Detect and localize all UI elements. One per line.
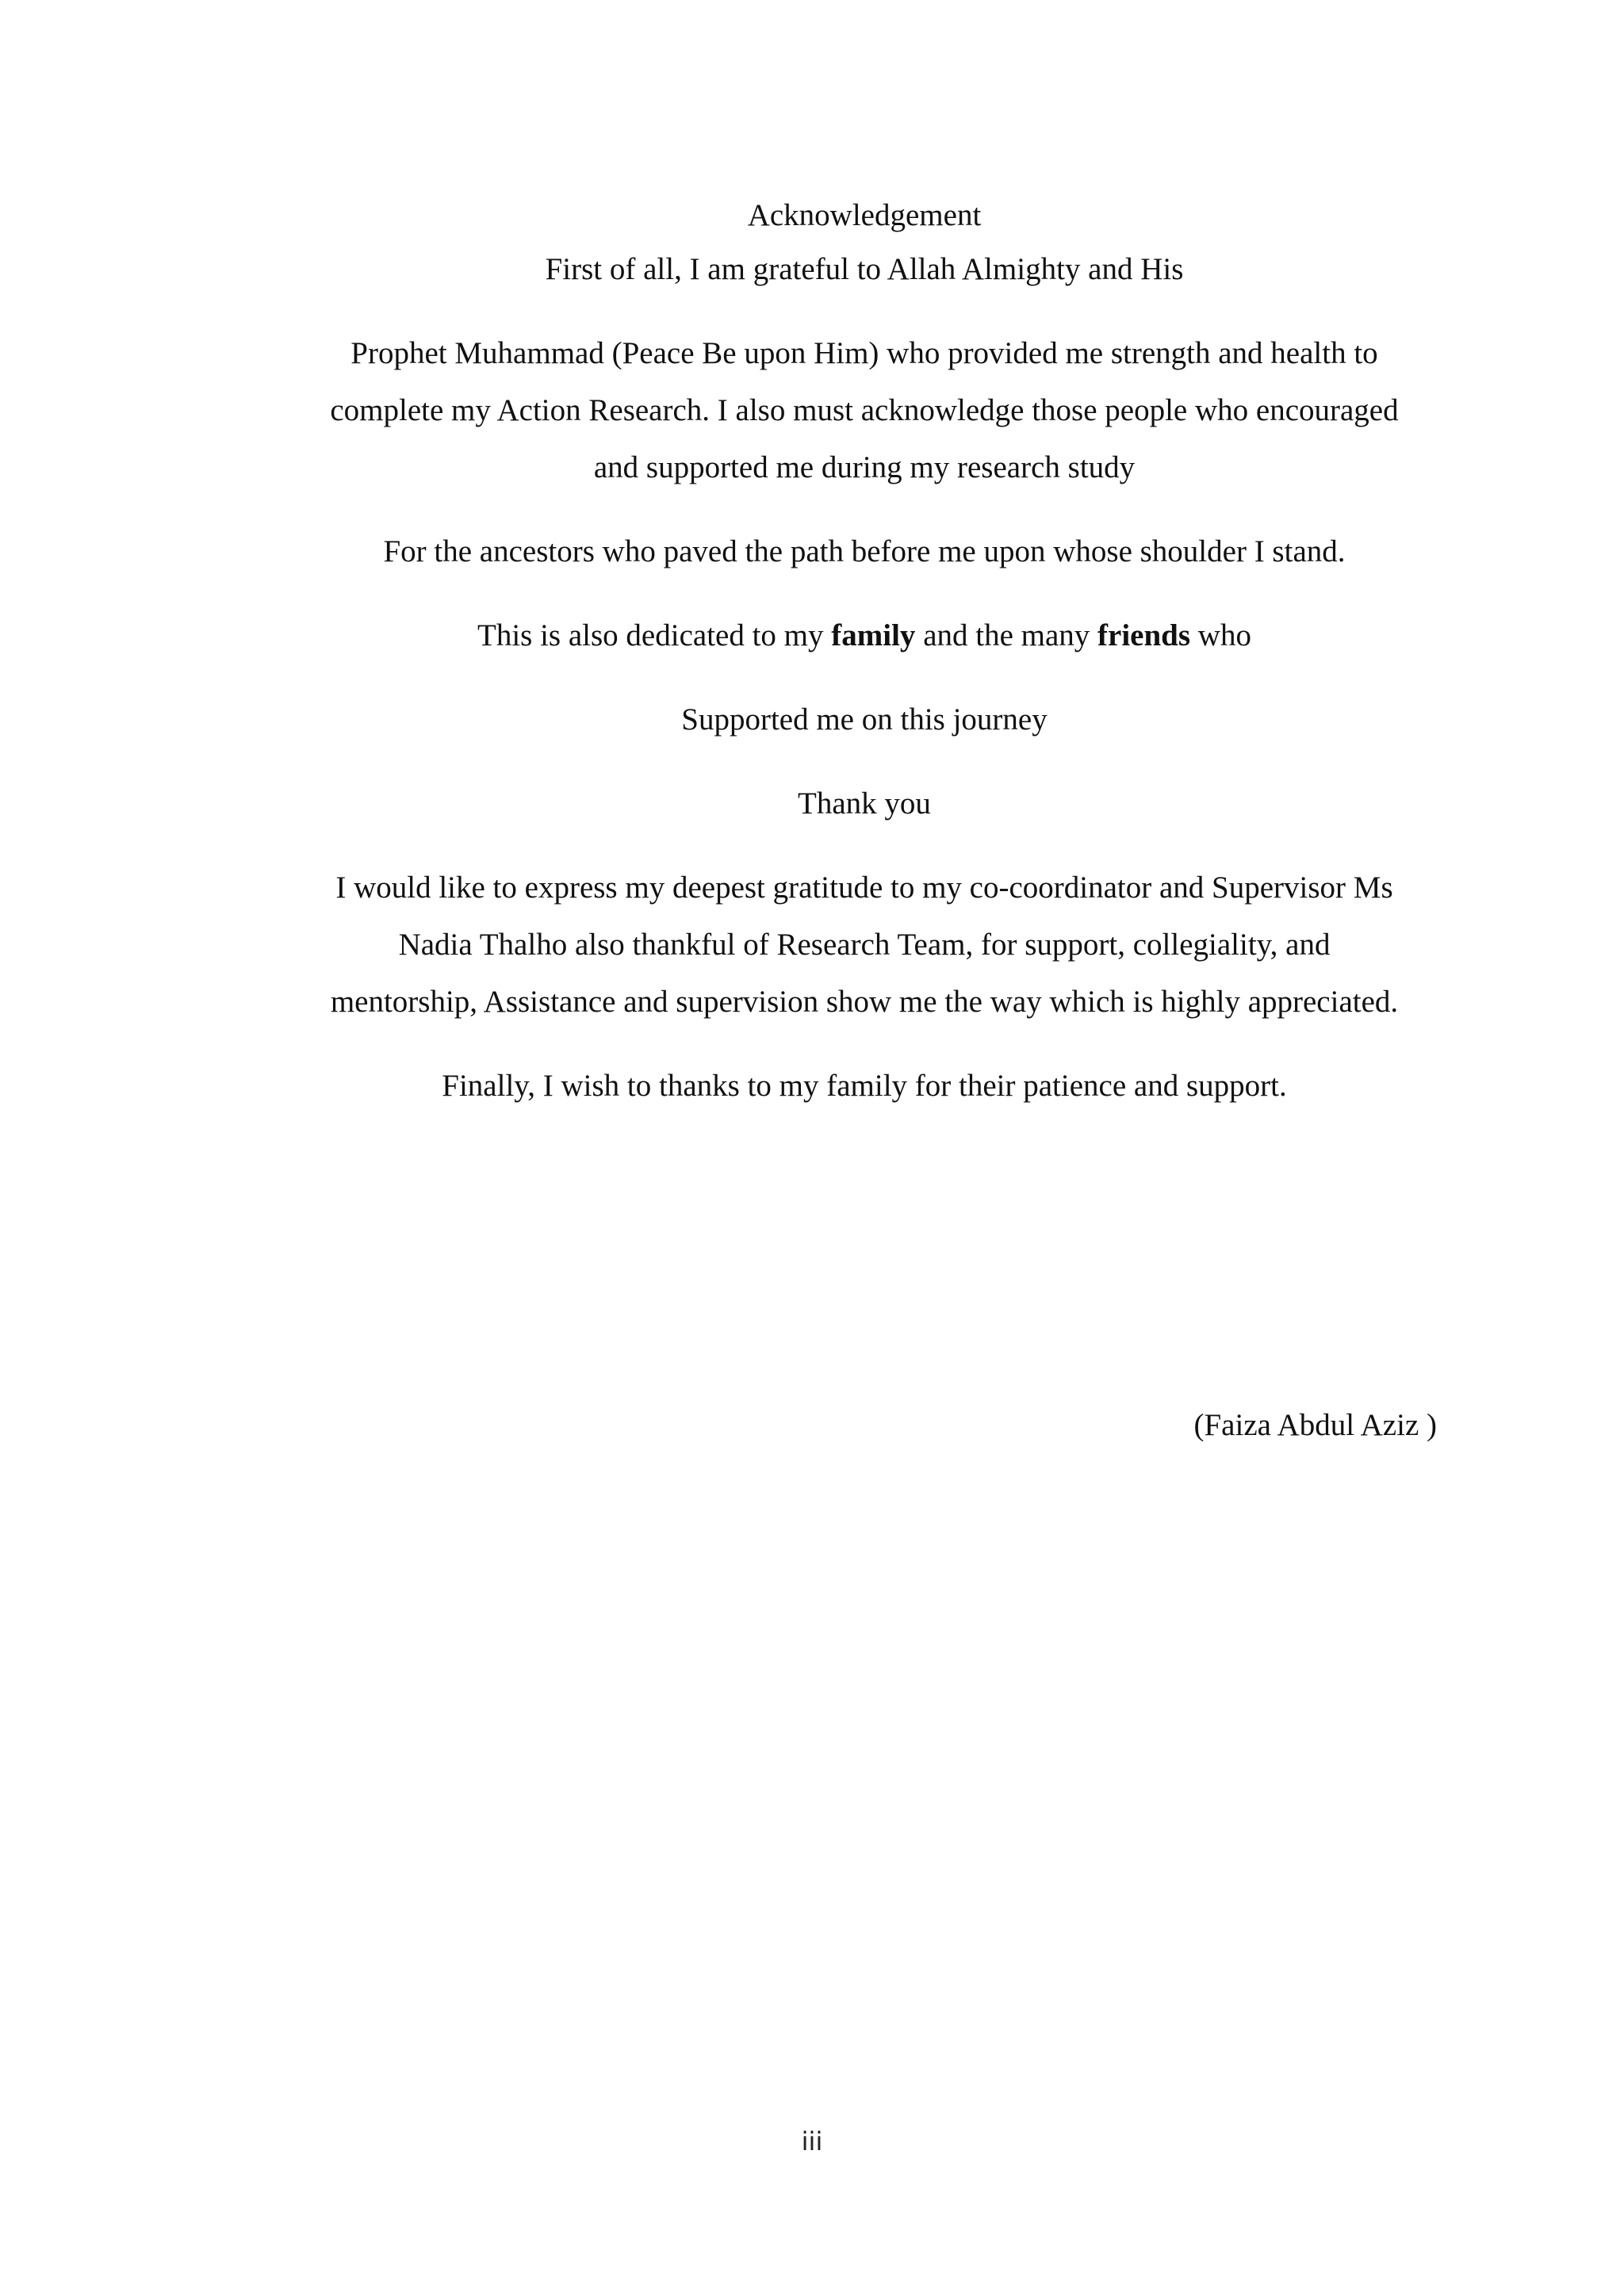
paragraph-dedication	[293, 607, 1435, 664]
paragraph-line: Prophet Muhammad (Peace Be upon Him) who provided me strength and health to	[350, 336, 1378, 370]
author-signature: (Faiza Abdul Aziz )	[1193, 1408, 1437, 1442]
paragraph-line: Nadia Thalho also thankful of Research Team, for support, collegiality, and	[398, 928, 1331, 962]
dedication-bold-family: family	[831, 618, 916, 652]
paragraph-journey: Supported me on this journey	[681, 702, 1048, 737]
dedication-text-post: who	[1190, 618, 1251, 652]
page-number: iii	[801, 2126, 823, 2156]
paragraph-line: I would like to express my deepest gratitude to my co-coordinator and Supervisor Ms	[335, 871, 1393, 905]
paragraph-gratitude	[293, 859, 1435, 1031]
paragraph-line: mentorship, Assistance and supervision show me the way which is highly appreciated.	[330, 985, 1399, 1019]
paragraph-thank-you: Thank you	[798, 786, 931, 821]
acknowledgement-body	[293, 190, 1435, 1115]
paragraph-opening: First of all, I am grateful to Allah Almighty and His	[545, 252, 1184, 286]
paragraph-prophet	[293, 325, 1435, 496]
dedication-text-pre: This is also dedicated to my	[477, 618, 832, 652]
dedication-bold-friends: friends	[1097, 618, 1191, 652]
paragraph-finally: Finally, I wish to thanks to my family for their patience and support.	[442, 1069, 1287, 1103]
paragraph-line: and supported me during my research study	[593, 450, 1136, 484]
paragraph-ancestors: For the ancestors who paved the path before me upon whose shoulder I stand.	[383, 534, 1346, 568]
page-title: Acknowledgement	[747, 198, 982, 232]
dedication-text-mid: and the many	[915, 618, 1098, 652]
paragraph-line: complete my Action Research. I also must acknowledge those people who encouraged	[330, 393, 1399, 427]
